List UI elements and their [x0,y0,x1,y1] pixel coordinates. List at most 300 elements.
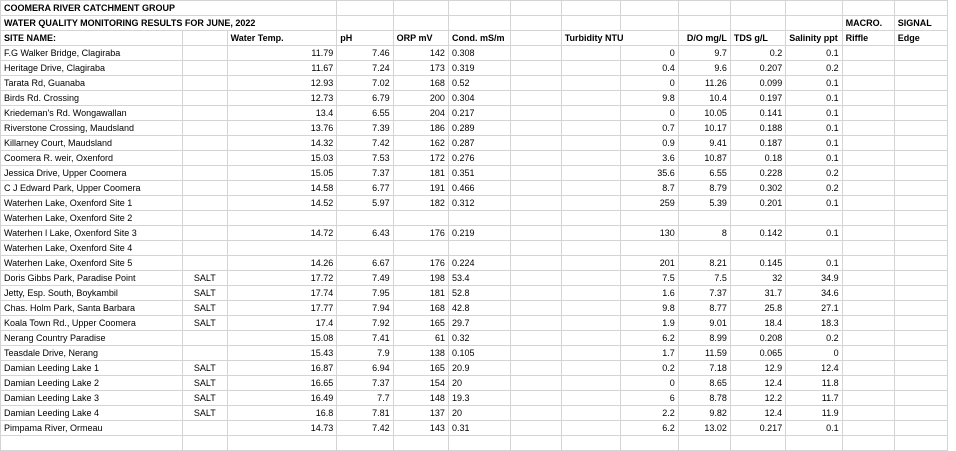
macro-cell[interactable] [842,136,894,151]
cell[interactable] [510,256,561,271]
do-cell[interactable]: 13.02 [678,421,730,436]
macro-cell[interactable] [842,121,894,136]
tds-cell[interactable]: 18.4 [730,316,785,331]
cell[interactable] [510,361,561,376]
water-temp-cell[interactable]: 14.32 [227,136,337,151]
signal-cell[interactable] [894,196,947,211]
tds-cell[interactable]: 0.208 [730,331,785,346]
tds-cell[interactable]: 0.2 [730,46,785,61]
cell[interactable] [510,286,561,301]
cell[interactable] [561,436,621,451]
orp-cell[interactable]: 200 [393,91,448,106]
cell[interactable] [510,121,561,136]
site-name-cell[interactable]: Killarney Court, Maudsland [1,136,183,151]
cond-cell[interactable]: 0.276 [448,151,510,166]
do-cell[interactable] [678,241,730,256]
orp-cell[interactable] [393,436,448,451]
macro-cell[interactable] [842,91,894,106]
tds-cell[interactable]: 12.4 [730,406,785,421]
macro-cell[interactable] [842,436,894,451]
cell[interactable] [510,196,561,211]
salt-note-cell[interactable] [182,241,227,256]
site-name-cell[interactable]: Coomera R. weir, Oxenford [1,151,183,166]
subheader-edge[interactable]: Edge [894,31,947,46]
orp-cell[interactable]: 137 [393,406,448,421]
macro-cell[interactable] [842,46,894,61]
cond-cell[interactable]: 0.105 [448,346,510,361]
cell[interactable] [786,16,842,31]
signal-cell[interactable] [894,286,947,301]
do-cell[interactable]: 10.87 [678,151,730,166]
cond-cell[interactable] [448,436,510,451]
cell[interactable] [561,346,621,361]
tds-cell[interactable]: 0.187 [730,136,785,151]
macro-cell[interactable] [842,211,894,226]
header-salinity[interactable]: Salinity ppt [786,31,842,46]
salt-note-cell[interactable] [182,61,227,76]
signal-cell[interactable] [894,271,947,286]
ph-cell[interactable] [337,436,393,451]
turbidity-cell[interactable] [621,241,678,256]
cell[interactable] [510,1,561,16]
ph-cell[interactable]: 6.77 [337,181,393,196]
salinity-cell[interactable]: 0.1 [786,121,842,136]
cell[interactable] [510,406,561,421]
signal-cell[interactable] [894,256,947,271]
orp-cell[interactable]: 142 [393,46,448,61]
do-cell[interactable]: 9.6 [678,61,730,76]
macro-cell[interactable] [842,346,894,361]
tds-cell[interactable]: 12.9 [730,361,785,376]
ph-cell[interactable]: 7.46 [337,46,393,61]
tds-cell[interactable]: 0.207 [730,61,785,76]
macro-cell[interactable] [842,301,894,316]
orp-cell[interactable] [393,211,448,226]
orp-cell[interactable]: 165 [393,361,448,376]
cell[interactable] [561,241,621,256]
water-temp-cell[interactable] [227,241,337,256]
site-name-cell[interactable]: F.G Walker Bridge, Clagiraba [1,46,183,61]
do-cell[interactable]: 8.99 [678,331,730,346]
cell[interactable] [561,106,621,121]
turbidity-cell[interactable]: 7.5 [621,271,678,286]
cell[interactable] [561,271,621,286]
cell[interactable] [510,16,561,31]
salinity-cell[interactable]: 0.1 [786,151,842,166]
cond-cell[interactable]: 29.7 [448,316,510,331]
tds-cell[interactable]: 0.228 [730,166,785,181]
salinity-cell[interactable]: 0.1 [786,226,842,241]
do-cell[interactable]: 10.05 [678,106,730,121]
turbidity-cell[interactable]: 201 [621,256,678,271]
salt-note-cell[interactable]: SALT [182,316,227,331]
cond-cell[interactable]: 20 [448,406,510,421]
ph-cell[interactable]: 7.39 [337,121,393,136]
macro-cell[interactable] [842,406,894,421]
macro-cell[interactable] [842,421,894,436]
orp-cell[interactable]: 181 [393,286,448,301]
turbidity-cell[interactable]: 1.6 [621,286,678,301]
site-name-cell[interactable]: Tarata Rd, Guanaba [1,76,183,91]
macro-cell[interactable] [842,226,894,241]
signal-cell[interactable] [894,436,947,451]
cell[interactable] [561,1,621,16]
turbidity-cell[interactable]: 9.8 [621,301,678,316]
cell[interactable] [561,181,621,196]
cell[interactable] [894,1,947,16]
orp-cell[interactable]: 162 [393,136,448,151]
turbidity-cell[interactable]: 0 [621,76,678,91]
water-temp-cell[interactable]: 12.93 [227,76,337,91]
site-name-cell[interactable]: Damian Leeding Lake 4 [1,406,183,421]
cell[interactable] [510,241,561,256]
ph-cell[interactable]: 7.81 [337,406,393,421]
cell[interactable] [510,331,561,346]
signal-cell[interactable] [894,91,947,106]
cond-cell[interactable]: 20.9 [448,361,510,376]
signal-cell[interactable] [894,76,947,91]
cell[interactable] [561,316,621,331]
salinity-cell[interactable]: 11.8 [786,376,842,391]
tds-cell[interactable]: 12.2 [730,391,785,406]
macro-cell[interactable] [842,391,894,406]
cell[interactable] [510,91,561,106]
cell[interactable] [561,331,621,346]
turbidity-cell[interactable]: 0 [621,106,678,121]
macro-cell[interactable] [842,241,894,256]
header-turbidity[interactable]: Turbidity NTU [561,31,678,46]
cell[interactable] [561,196,621,211]
cell[interactable] [561,46,621,61]
cell[interactable] [678,16,730,31]
salinity-cell[interactable]: 27.1 [786,301,842,316]
cell[interactable] [510,421,561,436]
orp-cell[interactable]: 138 [393,346,448,361]
site-name-cell[interactable]: Doris Gibbs Park, Paradise Point [1,271,183,286]
signal-cell[interactable] [894,316,947,331]
salinity-cell[interactable]: 34.9 [786,271,842,286]
cell[interactable] [510,46,561,61]
cell[interactable] [510,316,561,331]
site-name-cell[interactable]: Waterhen Lake, Oxenford Site 2 [1,211,183,226]
signal-cell[interactable] [894,331,947,346]
water-temp-cell[interactable]: 14.26 [227,256,337,271]
ph-cell[interactable]: 7.9 [337,346,393,361]
site-name-cell[interactable]: Damian Leeding Lake 3 [1,391,183,406]
salt-note-cell[interactable] [182,91,227,106]
ph-cell[interactable]: 7.95 [337,286,393,301]
macro-cell[interactable] [842,196,894,211]
salinity-cell[interactable] [786,211,842,226]
cell[interactable] [621,1,678,16]
header-signal[interactable]: SIGNAL [894,16,947,31]
salinity-cell[interactable]: 12.4 [786,361,842,376]
ph-cell[interactable]: 5.97 [337,196,393,211]
water-temp-cell[interactable]: 15.03 [227,151,337,166]
water-temp-cell[interactable]: 14.73 [227,421,337,436]
salt-note-cell[interactable] [182,226,227,241]
site-name-cell[interactable]: Waterhen Lake, Oxenford Site 5 [1,256,183,271]
salinity-cell[interactable] [786,436,842,451]
salinity-cell[interactable]: 0.1 [786,91,842,106]
header-orp[interactable]: ORP mV [393,31,448,46]
ph-cell[interactable]: 7.92 [337,316,393,331]
cond-cell[interactable]: 42.8 [448,301,510,316]
salt-note-cell[interactable]: SALT [182,361,227,376]
turbidity-cell[interactable]: 0.2 [621,361,678,376]
do-cell[interactable]: 8 [678,226,730,241]
tds-cell[interactable]: 0.145 [730,256,785,271]
ph-cell[interactable]: 7.41 [337,331,393,346]
ph-cell[interactable]: 7.49 [337,271,393,286]
water-temp-cell[interactable]: 13.76 [227,121,337,136]
turbidity-cell[interactable]: 259 [621,196,678,211]
cell[interactable] [561,361,621,376]
turbidity-cell[interactable]: 1.9 [621,316,678,331]
cell[interactable] [621,16,678,31]
do-cell[interactable]: 7.18 [678,361,730,376]
macro-cell[interactable] [842,256,894,271]
do-cell[interactable]: 8.65 [678,376,730,391]
salt-note-cell[interactable] [182,76,227,91]
cell[interactable] [510,136,561,151]
orp-cell[interactable]: 154 [393,376,448,391]
salt-note-cell[interactable] [182,346,227,361]
macro-cell[interactable] [842,106,894,121]
do-cell[interactable]: 10.4 [678,91,730,106]
signal-cell[interactable] [894,61,947,76]
turbidity-cell[interactable]: 0 [621,46,678,61]
header-tds[interactable]: TDS g/L [730,31,785,46]
cell[interactable] [561,61,621,76]
macro-cell[interactable] [842,76,894,91]
site-name-cell[interactable]: Heritage Drive, Clagiraba [1,61,183,76]
site-name-cell[interactable]: Damian Leeding Lake 2 [1,376,183,391]
cell[interactable] [510,436,561,451]
water-temp-cell[interactable]: 11.79 [227,46,337,61]
water-temp-cell[interactable]: 13.4 [227,106,337,121]
do-cell[interactable]: 9.82 [678,406,730,421]
water-temp-cell[interactable]: 16.8 [227,406,337,421]
signal-cell[interactable] [894,136,947,151]
salinity-cell[interactable]: 0.1 [786,136,842,151]
cell[interactable] [510,106,561,121]
signal-cell[interactable] [894,121,947,136]
cell[interactable] [337,16,393,31]
orp-cell[interactable]: 191 [393,181,448,196]
tds-cell[interactable]: 0.188 [730,121,785,136]
cond-cell[interactable]: 0.219 [448,226,510,241]
cell[interactable] [561,16,621,31]
turbidity-cell[interactable] [621,211,678,226]
salinity-cell[interactable]: 0 [786,346,842,361]
cell[interactable] [510,76,561,91]
macro-cell[interactable] [842,61,894,76]
cell[interactable] [510,391,561,406]
site-name-cell[interactable]: Damian Leeding Lake 1 [1,361,183,376]
cell[interactable] [730,16,785,31]
water-temp-cell[interactable]: 12.73 [227,91,337,106]
do-cell[interactable]: 6.55 [678,166,730,181]
ph-cell[interactable]: 6.43 [337,226,393,241]
ph-cell[interactable]: 7.94 [337,301,393,316]
salt-note-cell[interactable]: SALT [182,286,227,301]
ph-cell[interactable]: 6.67 [337,256,393,271]
tds-cell[interactable]: 0.099 [730,76,785,91]
cell[interactable] [510,31,561,46]
signal-cell[interactable] [894,211,947,226]
site-name-cell[interactable]: Birds Rd. Crossing [1,91,183,106]
ph-cell[interactable]: 7.7 [337,391,393,406]
cell[interactable] [510,181,561,196]
ph-cell[interactable]: 6.79 [337,91,393,106]
orp-cell[interactable]: 165 [393,316,448,331]
tds-cell[interactable]: 25.8 [730,301,785,316]
ph-cell[interactable]: 7.42 [337,421,393,436]
cond-cell[interactable]: 0.287 [448,136,510,151]
salt-note-cell[interactable] [182,166,227,181]
site-name-cell[interactable]: Nerang Country Paradise [1,331,183,346]
header-site-name[interactable]: SITE NAME: [1,31,183,46]
turbidity-cell[interactable]: 0 [621,376,678,391]
tds-cell[interactable]: 0.201 [730,196,785,211]
cell[interactable] [448,16,510,31]
cond-cell[interactable]: 0.304 [448,91,510,106]
salt-note-cell[interactable] [182,256,227,271]
sheet-subtitle[interactable]: WATER QUALITY MONITORING RESULTS FOR JUNE, 2022 [1,16,337,31]
ph-cell[interactable]: 7.24 [337,61,393,76]
ph-cell[interactable]: 7.37 [337,376,393,391]
water-temp-cell[interactable]: 17.77 [227,301,337,316]
orp-cell[interactable]: 182 [393,196,448,211]
macro-cell[interactable] [842,286,894,301]
salt-note-cell[interactable] [182,181,227,196]
do-cell[interactable]: 7.37 [678,286,730,301]
salt-note-cell[interactable] [182,436,227,451]
do-cell[interactable]: 9.7 [678,46,730,61]
site-name-cell[interactable]: Jessica Drive, Upper Coomera [1,166,183,181]
do-cell[interactable]: 9.41 [678,136,730,151]
cond-cell[interactable]: 53.4 [448,271,510,286]
site-name-cell[interactable]: Koala Town Rd., Upper Coomera [1,316,183,331]
do-cell[interactable]: 8.79 [678,181,730,196]
turbidity-cell[interactable]: 6 [621,391,678,406]
do-cell[interactable] [678,211,730,226]
site-name-cell[interactable]: Waterhen l Lake, Oxenford Site 3 [1,226,183,241]
orp-cell[interactable]: 173 [393,61,448,76]
salinity-cell[interactable]: 0.2 [786,331,842,346]
salinity-cell[interactable] [786,241,842,256]
tds-cell[interactable]: 0.197 [730,91,785,106]
signal-cell[interactable] [894,106,947,121]
site-name-cell[interactable]: Waterhen Lake, Oxenford Site 1 [1,196,183,211]
orp-cell[interactable]: 181 [393,166,448,181]
cell[interactable] [510,226,561,241]
orp-cell[interactable]: 198 [393,271,448,286]
site-name-cell[interactable] [1,436,183,451]
water-temp-cell[interactable]: 17.74 [227,286,337,301]
turbidity-cell[interactable]: 3.6 [621,151,678,166]
orp-cell[interactable]: 168 [393,301,448,316]
water-temp-cell[interactable]: 17.72 [227,271,337,286]
do-cell[interactable]: 7.5 [678,271,730,286]
header-cond[interactable]: Cond. mS/m [448,31,510,46]
cell[interactable] [561,421,621,436]
ph-cell[interactable]: 7.53 [337,151,393,166]
cond-cell[interactable] [448,241,510,256]
water-temp-cell[interactable]: 15.08 [227,331,337,346]
salt-note-cell[interactable] [182,121,227,136]
salinity-cell[interactable]: 0.1 [786,76,842,91]
water-temp-cell[interactable]: 15.43 [227,346,337,361]
subheader-riffle[interactable]: Riffle [842,31,894,46]
cond-cell[interactable] [448,211,510,226]
signal-cell[interactable] [894,391,947,406]
cell[interactable] [182,31,227,46]
water-temp-cell[interactable]: 17.4 [227,316,337,331]
cell[interactable] [561,166,621,181]
salinity-cell[interactable]: 0.2 [786,181,842,196]
macro-cell[interactable] [842,271,894,286]
water-temp-cell[interactable] [227,211,337,226]
cell[interactable] [393,1,448,16]
water-temp-cell[interactable]: 14.52 [227,196,337,211]
cell[interactable] [393,16,448,31]
cell[interactable] [561,91,621,106]
water-temp-cell[interactable]: 15.05 [227,166,337,181]
water-temp-cell[interactable]: 16.49 [227,391,337,406]
header-ph[interactable]: pH [337,31,393,46]
salt-note-cell[interactable]: SALT [182,376,227,391]
cell[interactable] [561,256,621,271]
signal-cell[interactable] [894,181,947,196]
ph-cell[interactable]: 6.94 [337,361,393,376]
salinity-cell[interactable]: 0.1 [786,256,842,271]
cell[interactable] [561,226,621,241]
signal-cell[interactable] [894,406,947,421]
salinity-cell[interactable]: 0.1 [786,46,842,61]
signal-cell[interactable] [894,346,947,361]
salt-note-cell[interactable] [182,331,227,346]
salt-note-cell[interactable]: SALT [182,391,227,406]
do-cell[interactable]: 8.77 [678,301,730,316]
signal-cell[interactable] [894,151,947,166]
orp-cell[interactable]: 176 [393,256,448,271]
salinity-cell[interactable]: 0.2 [786,61,842,76]
ph-cell[interactable]: 6.55 [337,106,393,121]
header-water-temp[interactable]: Water Temp. [227,31,337,46]
cell[interactable] [561,301,621,316]
cell[interactable] [842,1,894,16]
cond-cell[interactable]: 0.217 [448,106,510,121]
signal-cell[interactable] [894,361,947,376]
do-cell[interactable]: 9.01 [678,316,730,331]
signal-cell[interactable] [894,226,947,241]
site-name-cell[interactable]: Waterhen Lake, Oxenford Site 4 [1,241,183,256]
cell[interactable] [510,151,561,166]
orp-cell[interactable] [393,241,448,256]
cell[interactable] [561,211,621,226]
salt-note-cell[interactable] [182,196,227,211]
salinity-cell[interactable]: 11.9 [786,406,842,421]
cond-cell[interactable]: 0.319 [448,61,510,76]
orp-cell[interactable]: 143 [393,421,448,436]
cell[interactable] [730,1,785,16]
turbidity-cell[interactable] [621,436,678,451]
cell[interactable] [561,151,621,166]
do-cell[interactable]: 11.26 [678,76,730,91]
cell[interactable] [561,136,621,151]
